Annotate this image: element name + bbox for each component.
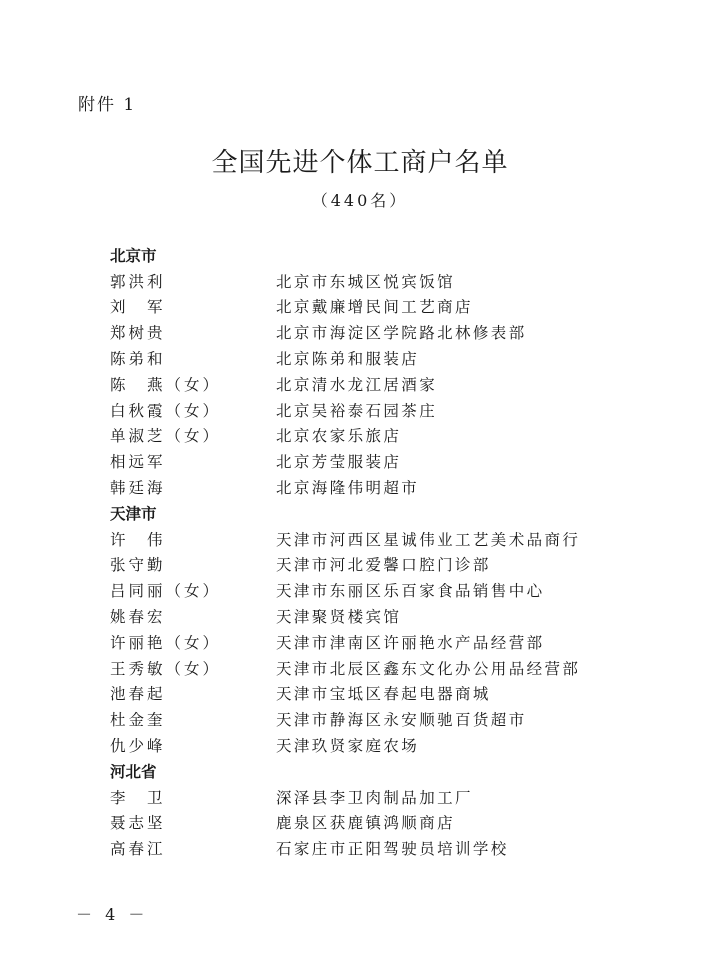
- person-name: 李 卫: [110, 788, 166, 807]
- business-name: 天津市静海区永安顺驰百货超市: [276, 711, 527, 730]
- business-name: 天津市河西区星诚伟业工艺美术品商行: [276, 530, 581, 549]
- person-name: 郭洪利: [110, 272, 166, 291]
- person-name: 王秀敏（女）: [110, 659, 222, 678]
- list-item: [110, 681, 670, 707]
- list-item: [110, 835, 670, 861]
- business-name: 北京清水龙江居酒家: [276, 375, 438, 394]
- list-item: [110, 706, 670, 732]
- person-name: 陈 燕（女）: [110, 375, 222, 394]
- total-count: （440名）: [311, 191, 409, 210]
- list-item: [110, 732, 670, 758]
- person-name: 相远军: [110, 453, 166, 472]
- person-name: 许 伟: [110, 530, 166, 549]
- person-name: 池春起: [110, 685, 166, 704]
- business-name: 天津市北辰区鑫东文化办公用品经营部: [276, 659, 581, 678]
- region-name: 河北省: [110, 762, 157, 781]
- person-name: 高春江: [110, 840, 166, 859]
- business-name: 北京吴裕泰石园茶庄: [276, 401, 438, 420]
- business-name: 北京市海淀区学院路北林修表部: [276, 324, 527, 343]
- list-item: [110, 345, 670, 371]
- business-name: 天津市津南区许丽艳水产品经营部: [276, 633, 545, 652]
- business-name: 北京海隆伟明超市: [276, 479, 420, 498]
- business-name: 北京戴廉增民间工艺商店: [276, 298, 473, 317]
- honoree-list: [110, 242, 670, 861]
- list-item: [110, 319, 670, 345]
- person-name: 陈弟和: [110, 350, 166, 369]
- list-item: [110, 629, 670, 655]
- attachment-label: 附件 1: [78, 95, 137, 115]
- person-name: 白秋霞（女）: [110, 401, 222, 420]
- region-heading: [110, 758, 670, 784]
- person-name: 仇少峰: [110, 737, 166, 756]
- person-name: 聂志坚: [110, 814, 166, 833]
- person-name: 韩廷海: [110, 479, 166, 498]
- person-name: 张守勤: [110, 556, 166, 575]
- business-name: 天津市河北爱馨口腔门诊部: [276, 556, 491, 575]
- list-item: [110, 371, 670, 397]
- list-item: [110, 448, 670, 474]
- business-name: 天津玖贤家庭农场: [276, 737, 420, 756]
- list-item: [110, 294, 670, 320]
- business-name: 天津市宝坻区春起电器商城: [276, 685, 491, 704]
- person-name: 单淑芝（女）: [110, 427, 222, 446]
- region-heading: [110, 242, 670, 268]
- list-item: [110, 655, 670, 681]
- page-number: － 4 －: [76, 905, 149, 924]
- person-name: 吕同丽（女）: [110, 582, 222, 601]
- list-item: [110, 526, 670, 552]
- business-name: 天津市东丽区乐百家食品销售中心: [276, 582, 545, 601]
- person-name: 郑树贵: [110, 324, 166, 343]
- person-name: 刘 军: [110, 298, 166, 317]
- list-item: [110, 423, 670, 449]
- list-item: [110, 577, 670, 603]
- business-name: 鹿泉区获鹿镇鸿顺商店: [276, 814, 456, 833]
- person-name: 许丽艳（女）: [110, 633, 222, 652]
- list-item: [110, 784, 670, 810]
- business-name: 北京芳莹服装店: [276, 453, 402, 472]
- region-name: 天津市: [110, 504, 157, 523]
- business-name: 北京陈弟和服装店: [276, 350, 420, 369]
- list-item: [110, 603, 670, 629]
- business-name: 北京农家乐旅店: [276, 427, 402, 446]
- person-name: 杜金奎: [110, 711, 166, 730]
- business-name: 石家庄市正阳驾驶员培训学校: [276, 840, 509, 859]
- list-item: [110, 268, 670, 294]
- region-name: 北京市: [110, 246, 157, 265]
- list-item: [110, 552, 670, 578]
- list-item: [110, 397, 670, 423]
- list-item: [110, 810, 670, 836]
- region-heading: [110, 500, 670, 526]
- page-title: 全国先进个体工商户名单: [211, 148, 509, 178]
- list-item: [110, 474, 670, 500]
- business-name: 深泽县李卫肉制品加工厂: [276, 788, 473, 807]
- business-name: 北京市东城区悦宾饭馆: [276, 272, 456, 291]
- business-name: 天津聚贤楼宾馆: [276, 608, 402, 627]
- person-name: 姚春宏: [110, 608, 166, 627]
